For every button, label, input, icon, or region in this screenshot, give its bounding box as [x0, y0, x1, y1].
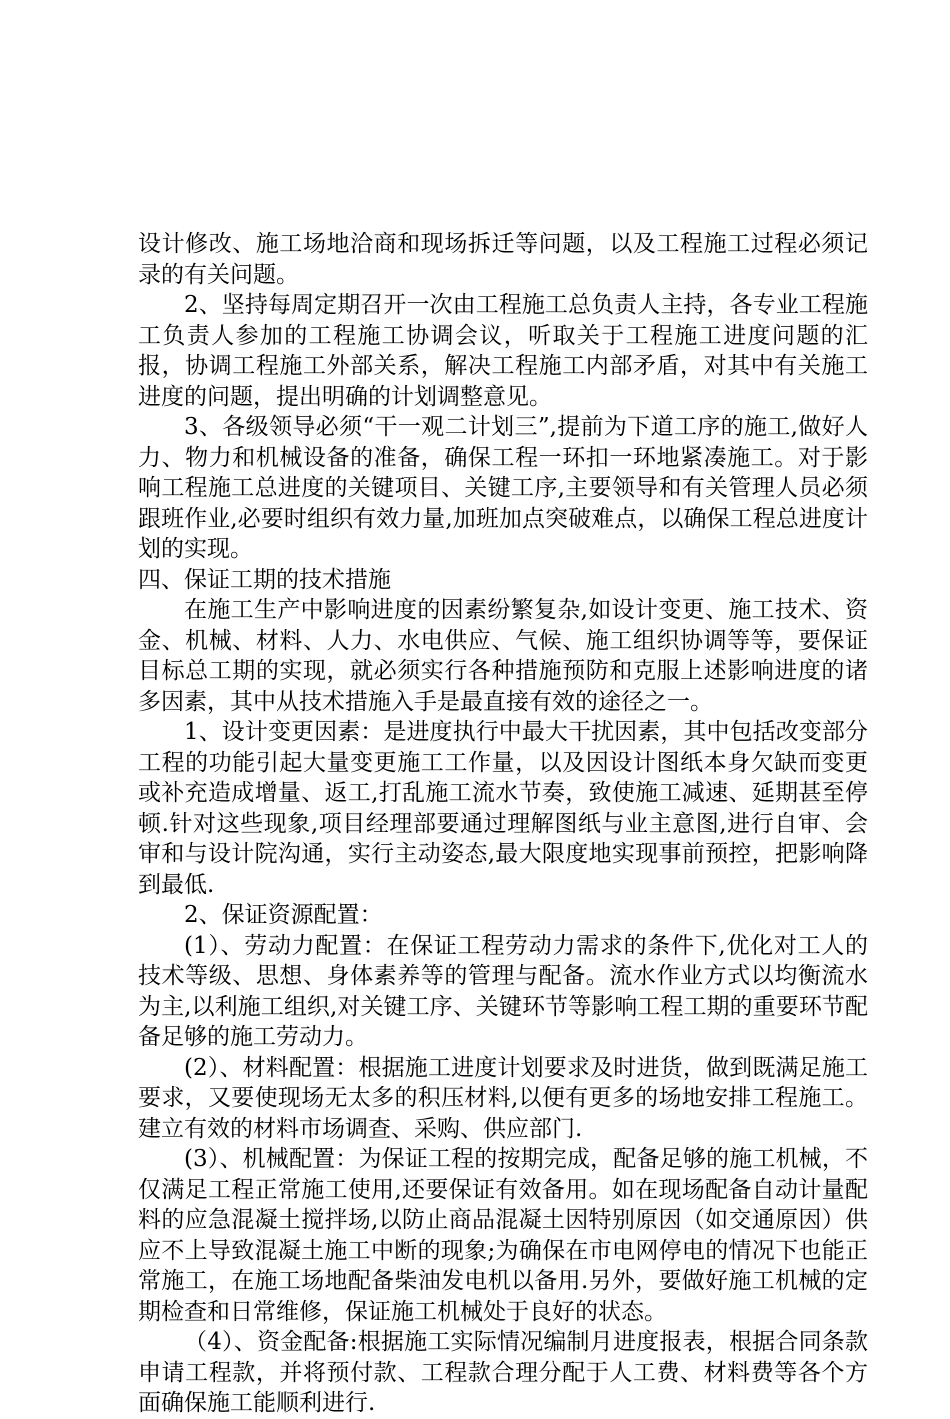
section-heading-technical-measures: 四、保证工期的技术措施 [138, 566, 391, 593]
paragraph-leadership: 3、各级领导必须“干一观二计划三”,提前为下道工序的施工,做好人力、物力和机械设备的准备，确保工程一环扣一环地紧凑施工。对于影响工程施工总进度的关键项目、关键工序,主要领导和有关管理人员必须跟班作业,必要时组织有效力量,加班加点突破难点，以确保工程总进度计划的实现。 [138, 414, 868, 562]
paragraph-continuation: 设计修改、施工场地洽商和现场拆迁等问题，以及工程施工过程必须记录的有关问题。 [138, 231, 868, 288]
paragraph-resource-config: 2、保证资源配置： [184, 902, 383, 928]
paragraph-intro-factors: 在施工生产中影响进度的因素纷繁复杂,如设计变更、施工技术、资金、机械、材料、人力、水电供应、气候、施工组织协调等等，要保证目标总工期的实现，就必须实行各种措施预防和克服上述影响进度的诸多因素，其中从技术措施入手是最直接有效的途径之一。 [138, 597, 868, 715]
paragraph-design-change: 1、设计变更因素：是进度执行中最大干扰因素，其中包括改变部分工程的功能引起大量变更施工工作量，以及因设计图纸本身欠缺而变更或补充造成增量、返工,打乱施工流水节奏，致使施工减速、延期甚至停顿.针对这些现象,项目经理部要通过理解图纸与业主意图,进行自审、会审和与设计院沟通，实行主动姿态,最大限度地实现事前预控，把影响降到最低. [138, 719, 868, 898]
paragraph-weekly-meeting: 2、坚持每周定期召开一次由工程施工总负责人主持，各专业工程施工负责人参加的工程施工协调会议，听取关于工程施工进度问题的汇报，协调工程施工外部关系，解决工程施工内部矛盾，对其中有关施工进度的问题，提出明确的计划调整意见。 [138, 292, 868, 410]
paragraph-machine-config: (3）、机械配置：为保证工程的按期完成，配备足够的施工机械，不仅满足工程正常施工使用,还要保证有效备用。如在现场配备自动计量配料的应急混凝土搅拌场,以防止商品混凝土因特别原因（如交通原因）供应不上导致混凝土施工中断的现象;为确保在市电网停电的情况下也能正常施工，在施工场地配备柴油发电机以备用.另外，要做好施工机械的定期检查和日常维修，保证施工机械处于良好的状态。 [138, 1146, 868, 1325]
paragraph-material-config: (2）、材料配置：根据施工进度计划要求及时进货，做到既满足施工要求，又要使现场无太多的积压材料,以便有更多的场地安排工程施工。建立有效的材料市场调查、采购、供应部门. [138, 1054, 868, 1142]
document-body [138, 229, 868, 1419]
paragraph-labor-config: (1）、劳动力配置：在保证工程劳动力需求的条件下,优化对工人的技术等级、思想、身体素养等的管理与配备。流水作业方式以均衡流水为主,以利施工组织,对关键工序、关键环节等影响工程工期的重要环节配备足够的施工劳动力。 [138, 932, 868, 1050]
paragraph-fund-config: （4）、资金配备:根据施工实际情况编制月进度报表，根据合同条款申请工程款，并将预付款、工程款合理分配于人工费、材料费等各个方面确保施工能顺利进行. [138, 1329, 868, 1416]
